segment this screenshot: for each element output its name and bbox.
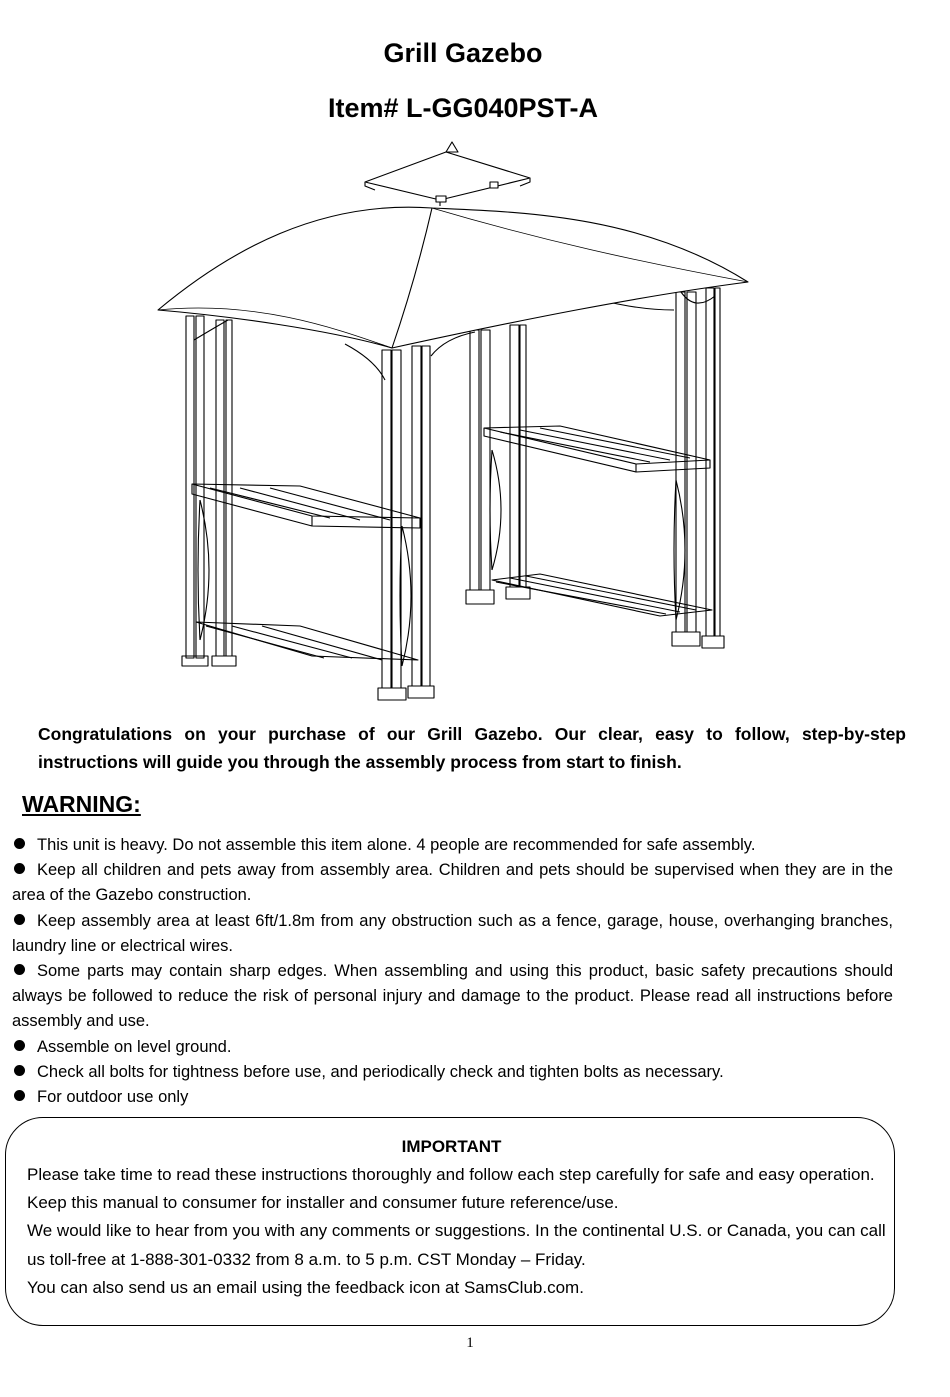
important-body [27, 1161, 887, 1302]
bullet-icon [14, 1090, 25, 1101]
warning-item: Keep assembly area at least 6ft/1.8m from any obstruction such as a fence, garage, house, overhanging branches, laundry line or electrical wires. [12, 911, 893, 955]
bullet-icon [14, 1040, 25, 1051]
left-post [182, 316, 236, 666]
important-paragraph: Please take time to read these instructions thoroughly and follow each step carefully for safe and easy operation. Keep this manual to consumer for installer and consumer future reference/use. [27, 1165, 875, 1213]
important-heading: IMPORTANT [401, 1137, 502, 1156]
right-post [672, 288, 724, 648]
intro-paragraph: Congratulations on your purchase of our Grill Gazebo. Our clear, easy to follow, step-by-step instructions will guide you through the assembly process from start to finish. [38, 724, 906, 772]
warning-list [12, 833, 893, 1110]
right-shelf [484, 426, 712, 620]
warning-item: For outdoor use only [12, 1085, 893, 1110]
warning-item: Keep all children and pets away from assembly area. Children and pets should be supervised when they are in the area of the Gazebo construction. [12, 861, 893, 905]
warning-item: Check all bolts for tightness before use, and periodically check and tighten bolts as necessary. [12, 1060, 893, 1085]
warning-heading: WARNING: [22, 791, 141, 817]
warning-item: Some parts may contain sharp edges. When assembling and using this product, basic safety precautions should always be followed to reduce the risk of personal injury and damage to the product. Please read all instructions before assembly and use. [12, 962, 893, 1031]
warning-item: This unit is heavy. Do not assemble this item alone. 4 people are recommended for safe assembly. [12, 833, 893, 858]
bullet-icon [14, 838, 25, 849]
canopy-roof [158, 207, 748, 348]
bullet-icon [14, 914, 25, 925]
document-title: Grill Gazebo [383, 38, 543, 68]
page-number: 1 [466, 1335, 474, 1351]
bullet-icon [14, 964, 25, 975]
rear-post [466, 325, 530, 604]
item-number: Item# L-GG040PST-A [327, 93, 599, 123]
canopy-vent [365, 142, 530, 206]
grill-gazebo-icon [150, 138, 770, 708]
bullet-icon [14, 1065, 25, 1076]
important-paragraph: We would like to hear from you with any comments or suggestions. In the continental U.S. or Canada, you can call us toll-free at 1-888-301-0332 from 8 a.m. to 5 p.m. CST Monday – Friday. [27, 1221, 886, 1269]
bullet-icon [14, 863, 25, 874]
warning-item: Assemble on level ground. [12, 1035, 893, 1060]
important-paragraph: You can also send us an email using the feedback icon at SamsClub.com. [27, 1277, 584, 1297]
